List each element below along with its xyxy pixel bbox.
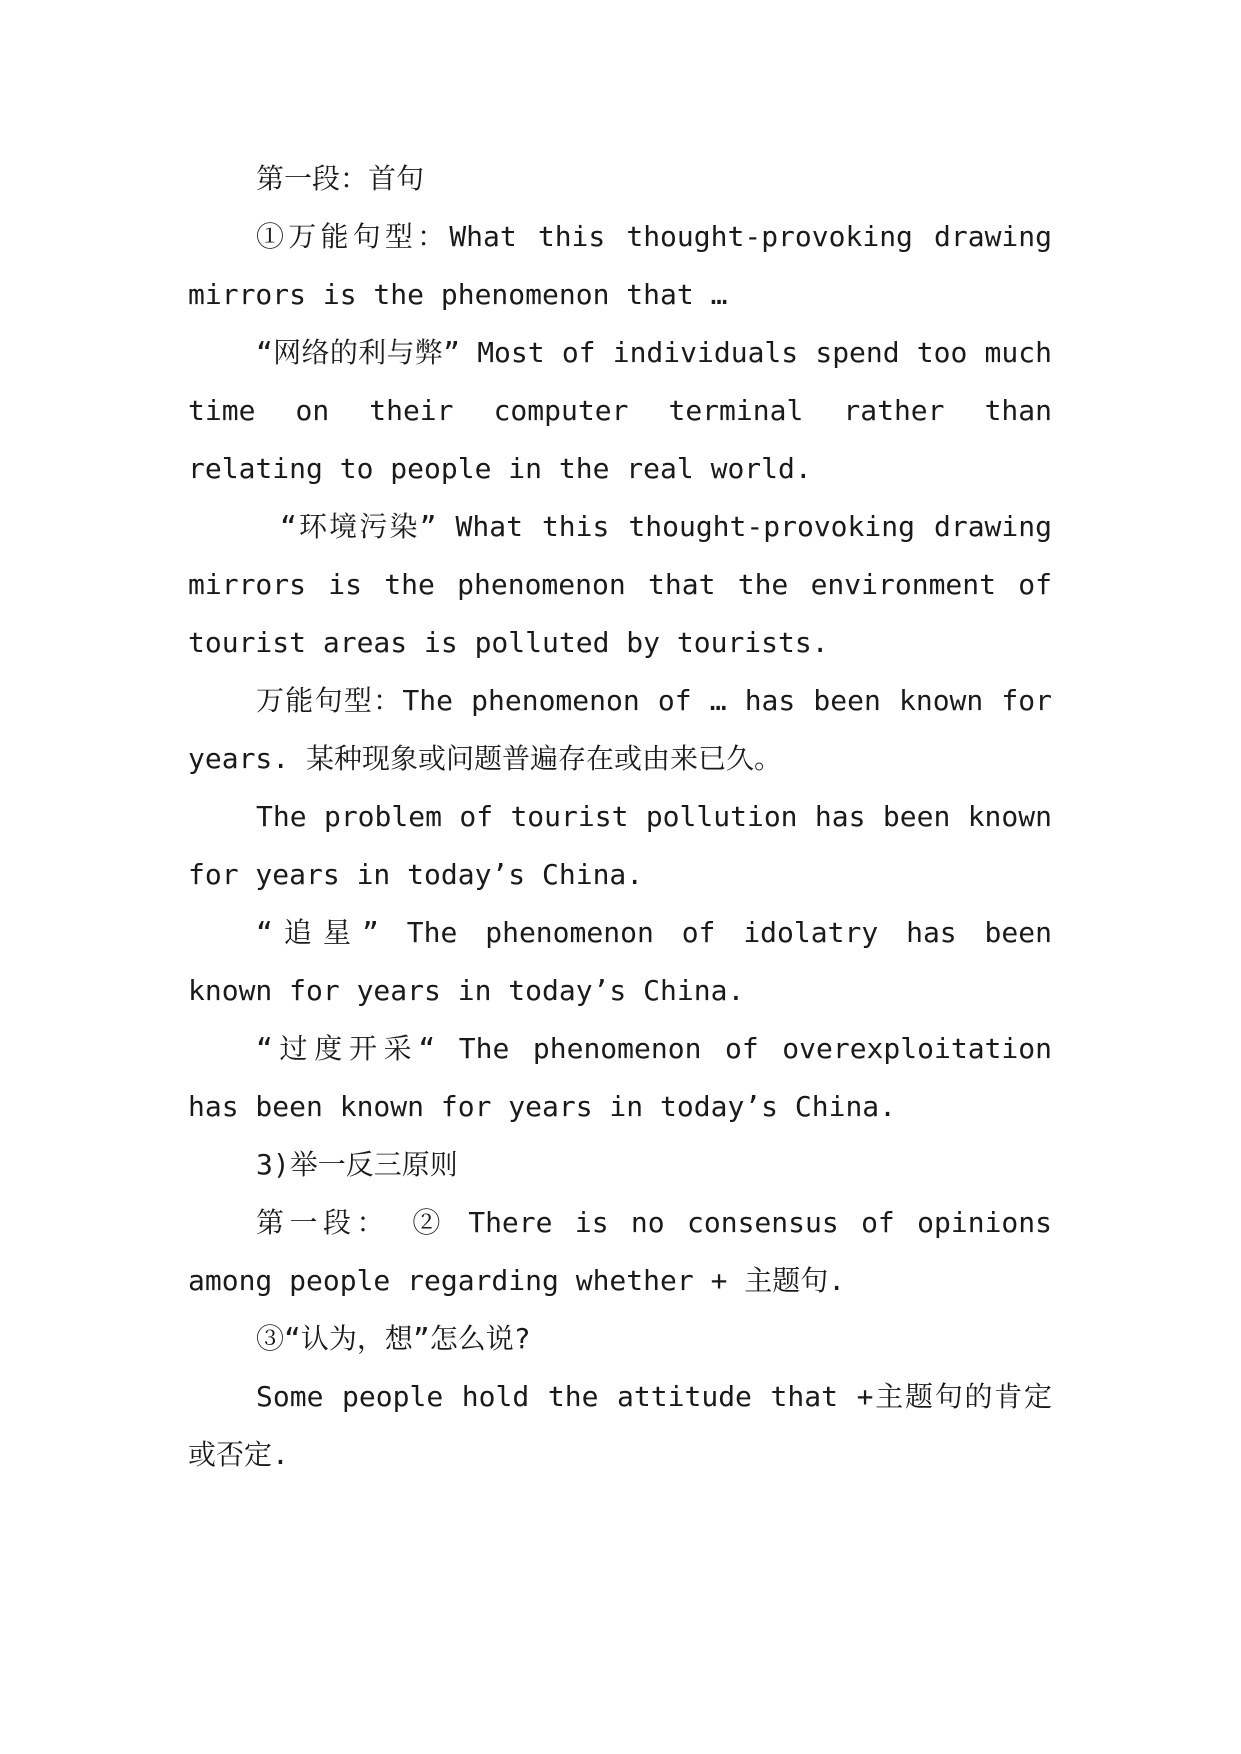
principle-heading: 3)举一反三原则 bbox=[256, 1148, 458, 1181]
example-idolatry: “追星” The phenomenon of idolatry has been known for years in today’s China. bbox=[188, 916, 1052, 1007]
question-heading: ③“认为，想”怎么说? bbox=[256, 1322, 531, 1355]
example-internet: “网络的利与弊” Most of individuals spend too much time on their computer terminal rather than relating to people in the real world. bbox=[188, 336, 1052, 485]
sentence-pattern: 第一段： ② There is no consensus of opinions among people regarding whether + 主题句. bbox=[188, 1206, 1052, 1297]
example-pollution: “环境污染” What this thought-provoking drawing mirrors is the phenomenon that the environment of tourist areas is polluted by tourists. bbox=[188, 510, 1052, 659]
example-overexploitation: “过度开采“ The phenomenon of overexploitation has been known for years in today’s China. bbox=[188, 1032, 1052, 1123]
sentence-pattern: ①万能句型：What this thought-provoking drawing mirrors is the phenomenon that … bbox=[188, 220, 1052, 311]
example-tourist-pollution: The problem of tourist pollution has been known for years in today’s China. bbox=[188, 800, 1052, 891]
document-page bbox=[188, 150, 1052, 1484]
sentence-pattern: Some people hold the attitude that +主题句的肯定或否定. bbox=[188, 1380, 1052, 1471]
section-heading: 第一段：首句 bbox=[256, 162, 425, 195]
sentence-pattern: 万能句型：The phenomenon of … has been known for years. 某种现象或问题普遍存在或由来已久。 bbox=[188, 684, 1052, 775]
